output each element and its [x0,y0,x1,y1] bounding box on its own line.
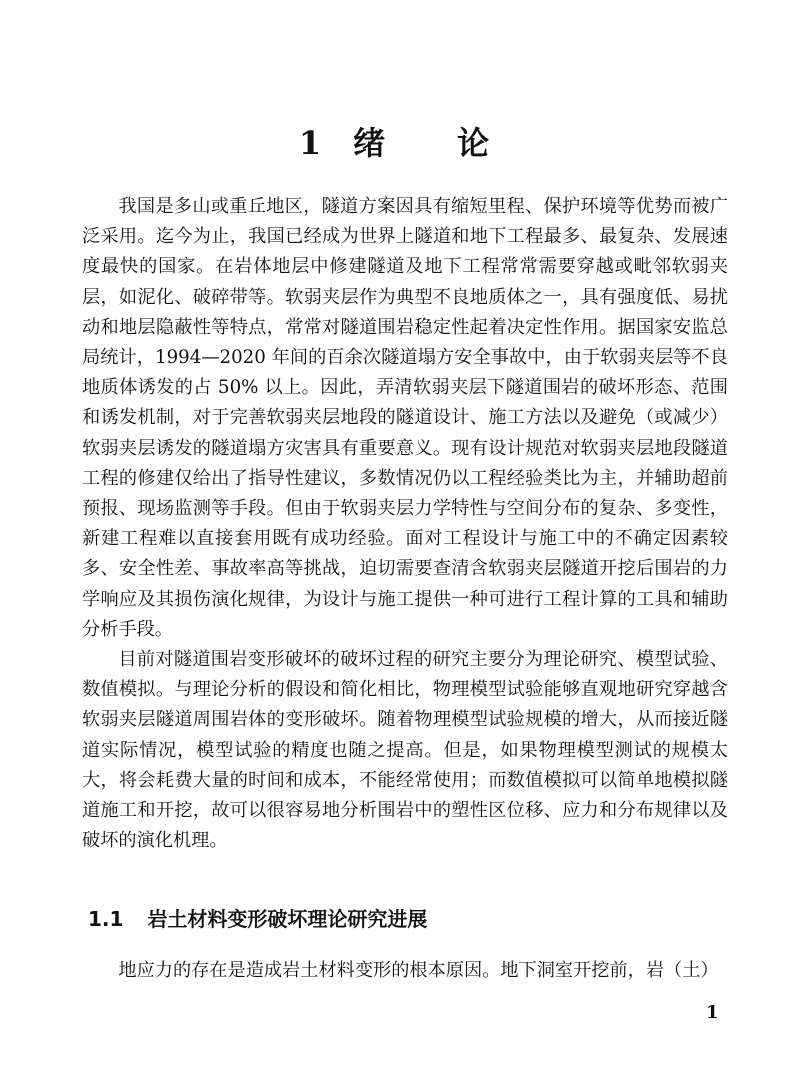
paragraph-2: 目前对隧道围岩变形破坏的破坏过程的研究主要分为理论研究、模型试验、数值模拟。与理论分析的假设和简化相比，物理模型试验能够直观地研究穿越含软弱夹层隧道周围岩体的变形破坏。随着物理模型试验规模的增大，从而接近隧道实际情况，模型试验的精度也随之提高。但是，如果物理模型测试的规模太大，将会耗费大量的时间和成本，不能经常使用；而数值模拟可以简单地模拟隧道施工和开挖，故可以很容易地分析围岩中的塑性区位移、应力和分布规律以及破坏的演化机理。 [82,649,728,852]
section-number: 1.1 [88,907,124,931]
page-number: 1 [706,1002,719,1023]
chapter-title-char-2: 论 [457,124,492,162]
chapter-number: 1 [298,124,324,162]
chapter-title [0,118,790,164]
chapter-title-char-1: 绪 [353,124,388,162]
chapter-intro [82,192,728,856]
section-paragraph-1: 地应力的存在是造成岩土材料变形的根本原因。地下洞室开挖前，岩（土） [118,960,719,981]
section-heading [88,903,427,932]
paragraph-1: 我国是多山或重丘地区，隧道方案因具有缩短里程、保护环境等优势而被广泛采用。迄今为止，我国已经成为世界上隧道和地下工程最多、最复杂、发展速度最快的国家。在岩体地层中修建隧道及地下工程常常需要穿越或毗邻软弱夹层，如泥化、破碎带等。软弱夹层作为典型不良地质体之一，具有强度低、易扰动和地层隐蔽性等特点，常常对隧道围岩稳定性起着决定性作用。据国家安监总局统计，1994—2020 年间的百余次隧道塌方安全事故中，由于软弱夹层等不良地质体诱发的占 50% 以上。因此，弄清软弱夹层下隧道围岩的破坏形态、范围和诱发机制，对于完善软弱夹层地段的隧道设计、施工方法以及避免（或减少）软弱夹层诱发的隧道塌方灾害具有重要意义。现有设计规范对软弱夹层地段隧道工程的修建仅给出了指导性建议，多数情况仍以工程经验类比为主，并辅助超前预报、现场监测等手段。但由于软弱夹层力学特性与空间分布的复杂、多变性，新建工程难以直接套用既有成功经验。面对工程设计与施工中的不确定因素较多、安全性差、事故率高等挑战，迫切需要查清含软弱夹层隧道开挖后围岩的力学响应及其损伤演化规律，为设计与施工提供一种可进行工程计算的工具和辅助分析手段。 [82,196,728,640]
section-body [82,956,728,986]
section-title: 岩土材料变形破坏理论研究进展 [147,907,428,931]
